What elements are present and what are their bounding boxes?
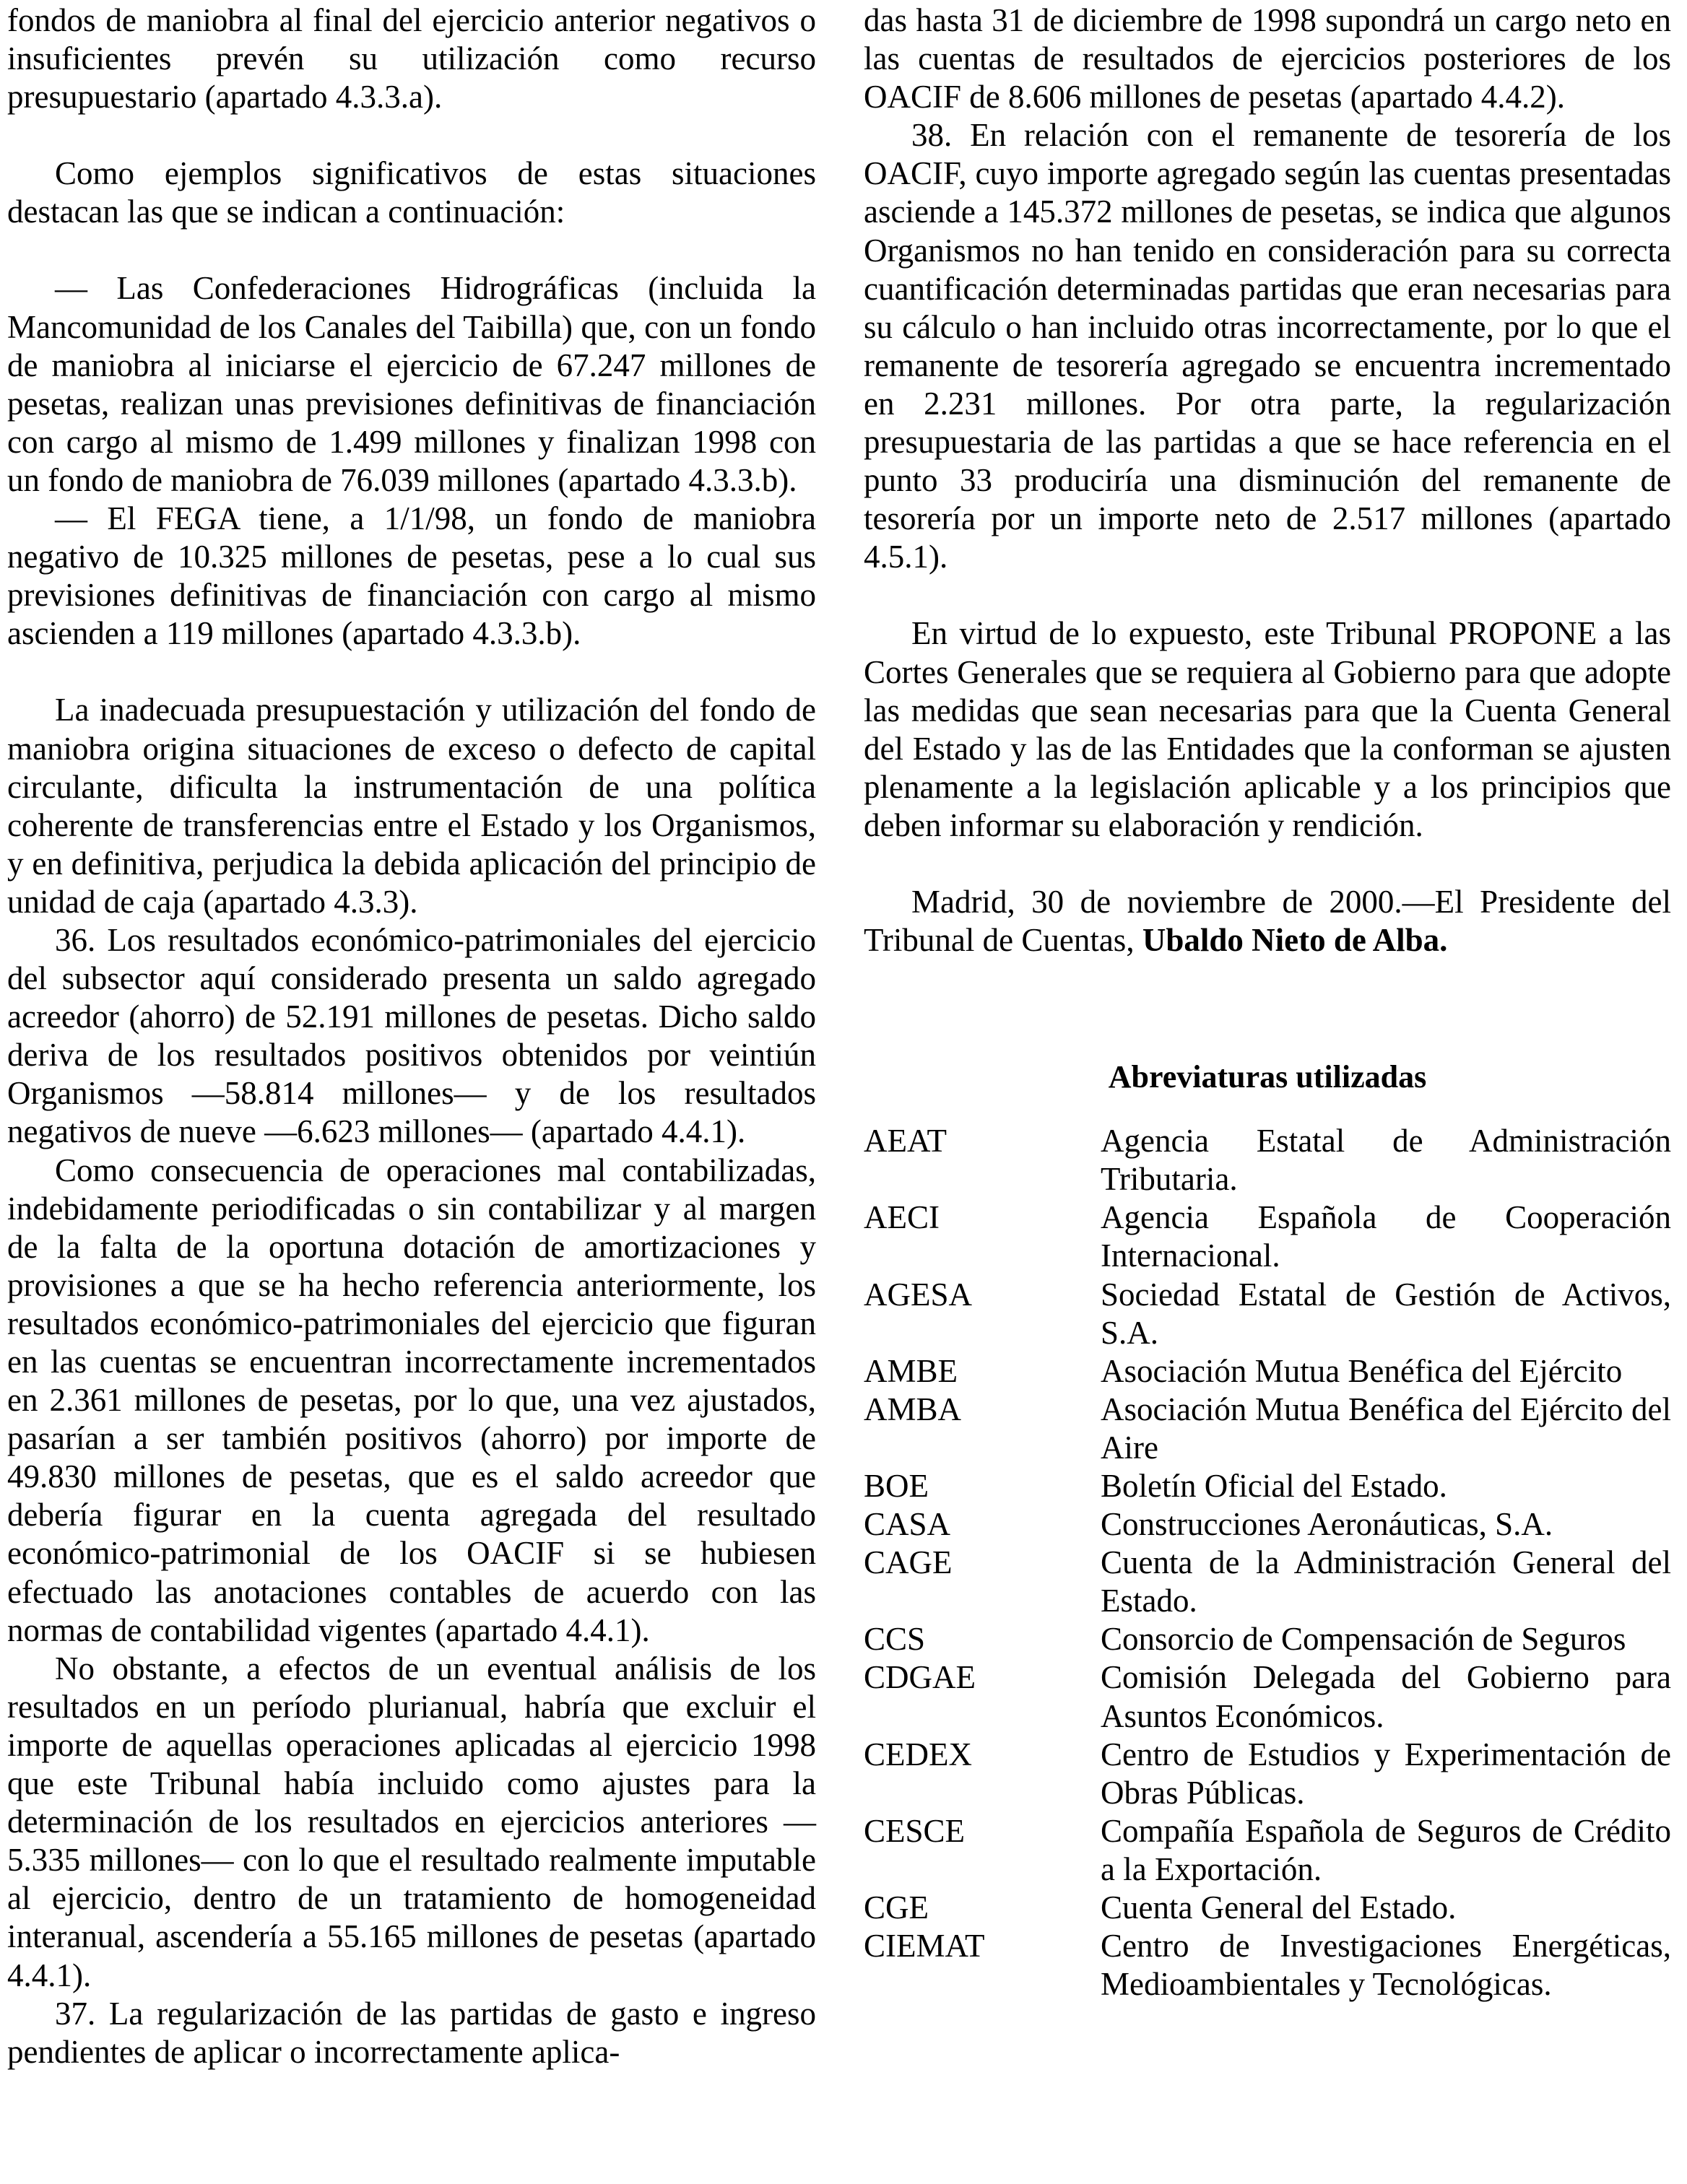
paragraph-fondos-maniobra: fondos de maniobra al final del ejercicio anterior negativos o insuficientes prevén su utilización como recurso presupuestario (apartado 4.3.3.a). xyxy=(7,2,816,116)
paragraph-37: 37. La regularización de las partidas de gasto e ingreso pendientes de aplicar o incorrectamente aplica- xyxy=(7,1995,816,2070)
abbreviation-meaning: Sociedad Estatal de Gestión de Activos, S.A. xyxy=(1101,1276,1671,1351)
abbreviation-code: BOE xyxy=(864,1468,929,1504)
signature-name: Ubaldo Nieto de Alba. xyxy=(1142,922,1448,959)
abbreviation-code: AMBE xyxy=(864,1352,958,1389)
abbreviation-row xyxy=(864,1352,1671,1391)
abbreviation-meaning: Comisión Delegada del Gobierno para Asuntos Económicos. xyxy=(1101,1659,1671,1734)
abbreviation-row xyxy=(864,1736,1671,1812)
abbreviation-meaning: Agencia Española de Cooperación Internacional. xyxy=(1101,1199,1671,1274)
abbreviation-meaning: Cuenta General del Estado. xyxy=(1101,1889,1457,1926)
abbreviation-meaning: Construcciones Aeronáuticas, S.A. xyxy=(1101,1506,1553,1543)
abbreviation-row xyxy=(864,1889,1671,1927)
abbreviation-row xyxy=(864,1812,1671,1889)
abbreviation-meaning: Centro de Estudios y Experimentación de Obras Públicas. xyxy=(1101,1736,1671,1811)
paragraph-propone: En virtud de lo expuesto, este Tribunal PROPONE a las Cortes Generales que se requiera al Gobierno para que adopte las medidas que sean necesarias para que la Cuenta General del Estado y las de las Entidades que la conforman se ajusten plenamente a la legislación aplicable y a los principios que deben informar su elaboración y rendición. xyxy=(864,615,1671,843)
abbreviation-code: CASA xyxy=(864,1506,951,1543)
signature-block xyxy=(864,883,1671,960)
abbreviation-meaning: Boletín Oficial del Estado. xyxy=(1101,1468,1447,1504)
abbreviation-row xyxy=(864,1658,1671,1735)
abbreviation-meaning: Asociación Mutua Benéfica del Ejército del Aire xyxy=(1101,1391,1671,1466)
abbreviation-meaning: Asociación Mutua Benéfica del Ejército xyxy=(1101,1352,1623,1389)
abbreviation-code: CESCE xyxy=(864,1812,966,1849)
abbreviation-code: AGESA xyxy=(864,1276,973,1313)
paragraph-consecuencia: Como consecuencia de operaciones mal contabilizadas, indebidamente periodificadas o sin contabilizar y al margen de la falta de la oportuna dotación de amortizaciones y provisiones a que se ha hecho referencia anteriormente, los resultados económico-patrimoniales del ejercicio que figuran en las cuentas se encuentran incorrectamente incrementados en 2.361 millones de pesetas, por lo que, una vez ajustados, pasarían a ser también positivos (ahorro) por importe de 49.830 millones de pesetas, que es el saldo acreedor que debería figurar en la cuenta agregada del resultado económico-patrimonial de los OACIF si se hubiesen efectuado las anotaciones contables de acuerdo con las normas de contabilidad vigentes (apartado 4.4.1). xyxy=(7,1152,816,1648)
abbreviations-title: Abreviaturas utilizadas xyxy=(1108,1059,1427,1095)
signature-text: Madrid, 30 de noviembre de 2000.—El Presidente del Tribunal de Cuentas, xyxy=(864,883,1671,959)
abbreviation-meaning: Agencia Estatal de Administración Tributaria. xyxy=(1101,1123,1671,1198)
left-column xyxy=(7,1,816,2071)
abbreviation-row xyxy=(864,1927,1671,2004)
abbreviation-row xyxy=(864,1505,1671,1544)
abbreviation-row xyxy=(864,1467,1671,1505)
paragraph-no-obstante: No obstante, a efectos de un eventual análisis de los resultados en un período plurianual, habría que excluir el importe de aquellas operaciones aplicadas al ejercicio 1998 que este Tribunal había incluido como ajustes para la determinación de los resultados en ejercicios anteriores —5.335 millones— con lo que el resultado realmente imputable al ejercicio, dentro de un tratamiento de homogeneidad interanual, ascendería a 55.165 millones de pesetas (apartado 4.4.1). xyxy=(7,1650,816,1993)
abbreviation-meaning: Centro de Investigaciones Energéticas, Medioambientales y Tecnológicas. xyxy=(1101,1928,1671,2003)
abbreviation-row xyxy=(864,1620,1671,1658)
abbreviation-code: CAGE xyxy=(864,1544,953,1581)
paragraph-38: 38. En relación con el remanente de tesorería de los OACIF, cuyo importe agregado según las cuentas presentadas asciende a 145.372 millones de pesetas, se indica que algunos Organismos no han tenido en consideración para su correcta cuantificación determinadas partidas que eran necesarias para su cálculo o han incluido otras incorrectamente, por lo que el remanente de tesorería agregado se encuentra incrementado en 2.231 millones. Por otra parte, la regularización presupuestaria de las partidas a que se hace referencia en el punto 33 produciría una disminución del remanente de tesorería por un importe neto de 2.517 millones (apartado 4.5.1). xyxy=(864,117,1671,575)
abbreviation-row xyxy=(864,1544,1671,1620)
abbreviation-code: AECI xyxy=(864,1199,940,1236)
paragraph-fega: — El FEGA tiene, a 1/1/98, un fondo de maniobra negativo de 10.325 millones de pesetas, pese a lo cual sus previsiones definitivas de financiación con cargo al mismo ascienden a 119 millones (apartado 4.3.3.b). xyxy=(7,500,816,652)
abbreviation-meaning: Compañía Española de Seguros de Crédito a la Exportación. xyxy=(1101,1812,1671,1887)
right-column xyxy=(864,1,1671,2004)
abbreviation-code: CEDEX xyxy=(864,1736,972,1772)
abbreviation-code: AEAT xyxy=(864,1123,947,1160)
abbreviation-code: CGE xyxy=(864,1889,929,1926)
abbreviations-list xyxy=(864,1122,1671,2004)
paragraph-ejemplos: Como ejemplos significativos de estas situaciones destacan las que se indican a continuación: xyxy=(7,155,816,230)
paragraph-36: 36. Los resultados económico-patrimoniales del ejercicio del subsector aquí considerado presenta un saldo agregado acreedor (ahorro) de 52.191 millones de pesetas. Dicho saldo deriva de los resultados positivos obtenidos por veintiún Organismos —58.814 millones— y de los resultados negativos de nueve —6.623 millones— (apartado 4.4.1). xyxy=(7,921,816,1150)
abbreviation-meaning: Cuenta de la Administración General del Estado. xyxy=(1101,1544,1671,1619)
paragraph-37-continued: das hasta 31 de diciembre de 1998 supondrá un cargo neto en las cuentas de resultados de ejercicios posteriores de los OACIF de 8.606 millones de pesetas (apartado 4.4.2). xyxy=(864,2,1671,116)
abbreviation-code: CIEMAT xyxy=(864,1928,985,1965)
abbreviation-row xyxy=(864,1122,1671,1198)
abbreviation-meaning: Consorcio de Compensación de Seguros xyxy=(1101,1621,1626,1658)
abbreviation-row xyxy=(864,1276,1671,1352)
abbreviation-code: AMBA xyxy=(864,1391,962,1427)
abbreviation-code: CCS xyxy=(864,1621,926,1658)
paragraph-inadecuada: La inadecuada presupuestación y utilización del fondo de maniobra origina situaciones de exceso o defecto de capital circulante, dificulta la instrumentación de una política coherente de transferencias entre el Estado y los Organismos, y en definitiva, perjudica la debida aplicación del principio de unidad de caja (apartado 4.3.3). xyxy=(7,692,816,920)
abbreviation-code: CDGAE xyxy=(864,1659,976,1696)
abbreviation-row xyxy=(864,1391,1671,1467)
paragraph-confederaciones: — Las Confederaciones Hidrográficas (incluida la Mancomunidad de los Canales del Taibilla) que, con un fondo de maniobra al iniciarse el ejercicio de 67.247 millones de pesetas, realizan unas previsiones definitivas de financiación con cargo al mismo de 1.499 millones y finalizan 1998 con un fondo de maniobra de 76.039 millones (apartado 4.3.3.b). xyxy=(7,270,816,498)
abbreviation-row xyxy=(864,1198,1671,1275)
